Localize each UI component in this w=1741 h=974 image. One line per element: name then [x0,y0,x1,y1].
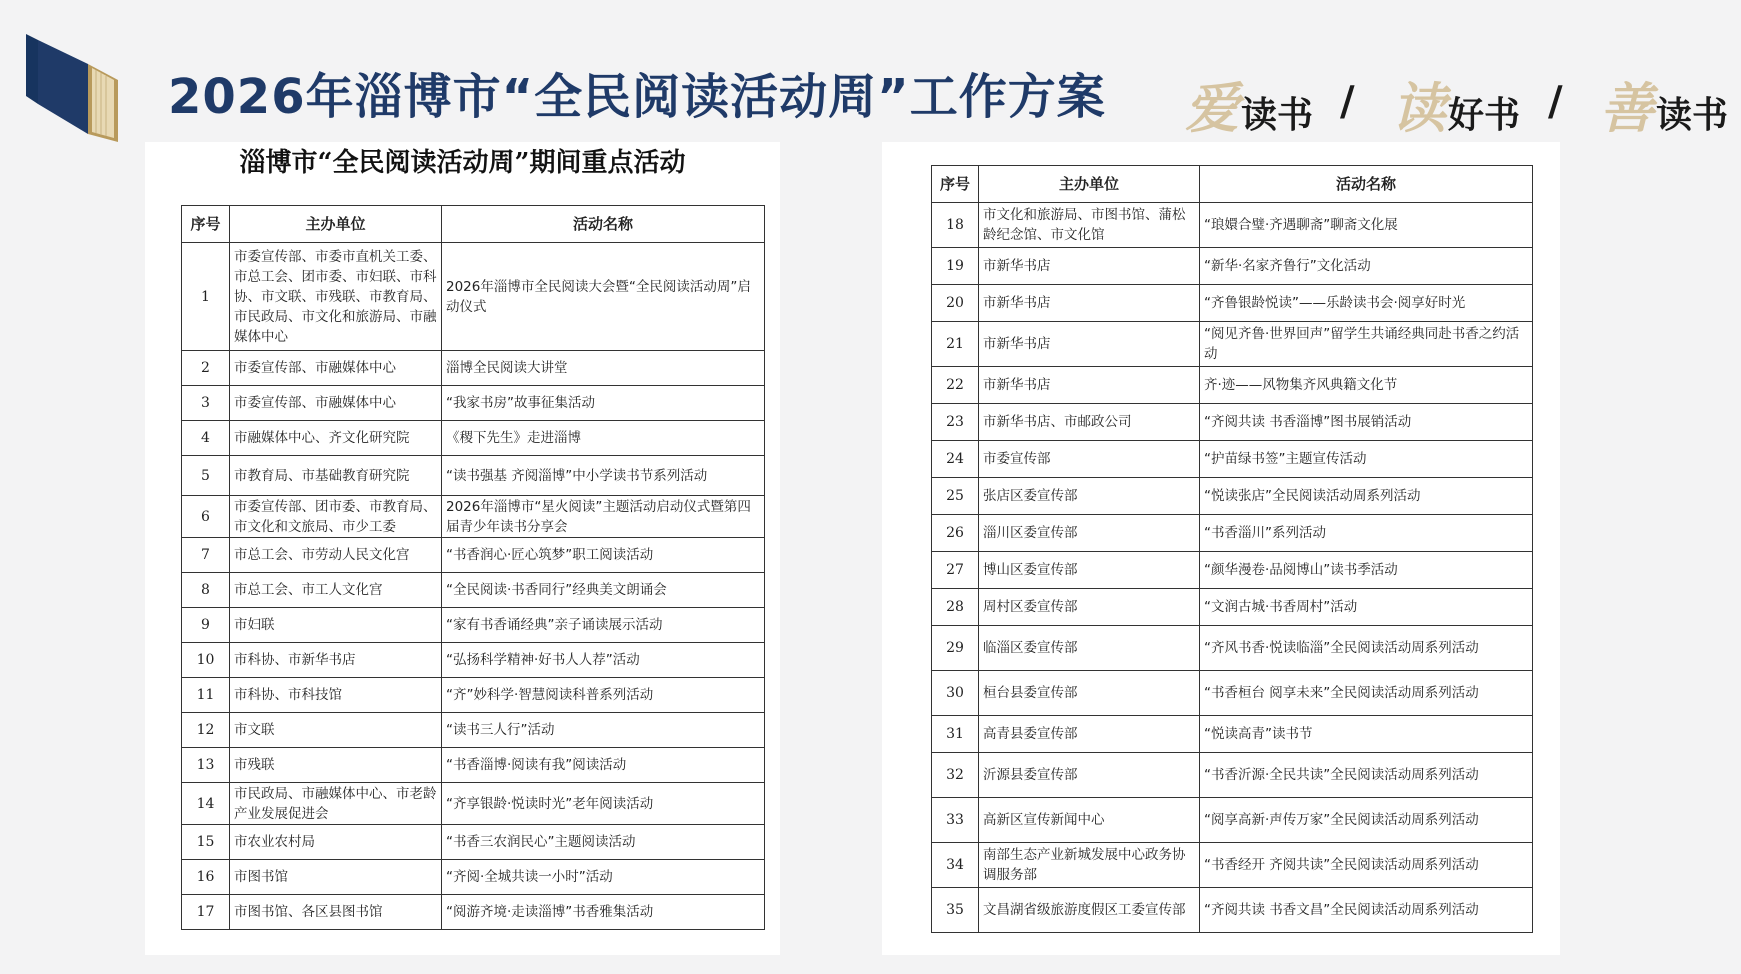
row-number: 32 [932,753,979,798]
row-organizer: 市总工会、市劳动人民文化宫 [230,538,442,573]
row-activity: “书香经开 齐阅共读”全民阅读活动周系列活动 [1200,843,1533,888]
row-activity: “读书三人行”活动 [442,713,765,748]
row-organizer: 市新华书店 [979,248,1200,285]
table-row [182,538,765,573]
slogan-separator: / [1548,78,1563,125]
row-number: 2 [182,351,230,386]
page-title: 2026年淄博市“全民阅读活动周”工作方案 [168,69,1106,125]
row-organizer: 市科协、市科技馆 [230,678,442,713]
row-number: 19 [932,248,979,285]
row-activity: “齐阅·全城共读一小时”活动 [442,860,765,895]
table-row [932,753,1533,798]
document-page-right [882,142,1560,955]
row-number: 24 [932,441,979,478]
row-activity: “齐”妙科学·智慧阅读科普系列活动 [442,678,765,713]
table-header-row [932,166,1533,203]
document-page-left [145,142,780,955]
row-organizer: 市妇联 [230,608,442,643]
row-activity: “家有书香诵经典”亲子诵读展示活动 [442,608,765,643]
row-number: 29 [932,626,979,671]
row-organizer: 市残联 [230,748,442,783]
row-activity: “齐风书香·悦读临淄”全民阅读活动周系列活动 [1200,626,1533,671]
row-number: 35 [932,888,979,933]
table-row [182,573,765,608]
table-row [182,713,765,748]
row-activity: “齐鲁银龄悦读”——乐龄读书会·阅享好时光 [1200,285,1533,322]
row-organizer: 市图书馆、各区县图书馆 [230,895,442,930]
table-row [932,404,1533,441]
row-organizer: 淄川区委宣传部 [979,515,1200,552]
table-header-row [182,206,765,243]
row-organizer: 沂源县委宣传部 [979,753,1200,798]
row-number: 6 [182,496,230,538]
row-organizer: 市委宣传部、市融媒体中心 [230,351,442,386]
table-row [182,351,765,386]
table-row [932,478,1533,515]
table-row [932,671,1533,716]
row-organizer: 高青县委宣传部 [979,716,1200,753]
row-activity: “悦读张店”全民阅读活动周系列活动 [1200,478,1533,515]
row-activity: “齐阅共读 书香淄博”图书展销活动 [1200,404,1533,441]
row-organizer: 市委宣传部、市融媒体中心 [230,386,442,421]
table-row [182,748,765,783]
table-row [932,798,1533,843]
row-organizer: 文昌湖省级旅游度假区工委宣传部 [979,888,1200,933]
row-organizer: 市委宣传部、团市委、市教育局、市文化和文旅局、市少工委 [230,496,442,538]
table-row [182,456,765,496]
row-number: 12 [182,713,230,748]
row-organizer: 周村区委宣传部 [979,589,1200,626]
col-header-no: 序号 [932,166,979,203]
row-activity: 2026年淄博市全民阅读大会暨“全民阅读活动周”启动仪式 [442,243,765,351]
table-row [182,678,765,713]
row-organizer: 市新华书店 [979,367,1200,404]
table-row [932,441,1533,478]
row-number: 28 [932,589,979,626]
row-activity: “护苗绿书签”主题宣传活动 [1200,441,1533,478]
row-organizer: 市图书馆 [230,860,442,895]
row-number: 5 [182,456,230,496]
table-row [932,626,1533,671]
row-organizer: 市新华书店 [979,285,1200,322]
row-organizer: 市教育局、市基础教育研究院 [230,456,442,496]
slogan-big-char: 读 [1392,76,1446,140]
row-organizer: 市委宣传部、市委市直机关工委、市总工会、团市委、市妇联、市科协、市文联、市残联、市教育局、市民政局、市文化和旅游局、市融媒体中心 [230,243,442,351]
row-number: 1 [182,243,230,351]
table-row [182,608,765,643]
table-row [182,421,765,456]
table-row [182,860,765,895]
table-row [182,386,765,421]
slogan-love-reading [1185,66,1314,140]
col-header-activity: 活动名称 [1200,166,1533,203]
table-row [182,783,765,825]
row-number: 34 [932,843,979,888]
row-number: 30 [932,671,979,716]
row-activity: “书香沂源·全民共读”全民阅读活动周系列活动 [1200,753,1533,798]
row-organizer: 高新区宣传新闻中心 [979,798,1200,843]
table-row [932,285,1533,322]
row-organizer: 南部生态产业新城发展中心政务协调服务部 [979,843,1200,888]
row-activity: “弘扬科学精神·好书人人荐”活动 [442,643,765,678]
slogan-big-char: 爱 [1185,76,1239,140]
row-organizer: 张店区委宣传部 [979,478,1200,515]
row-number: 25 [932,478,979,515]
row-activity: 《稷下先生》走进淄博 [442,421,765,456]
table-row [932,248,1533,285]
row-activity: “文润古城·书香周村”活动 [1200,589,1533,626]
row-organizer: 市文化和旅游局、市图书馆、蒲松龄纪念馆、市文化馆 [979,203,1200,248]
slogan-good-at-reading [1600,66,1729,140]
row-number: 16 [182,860,230,895]
row-organizer: 博山区委宣传部 [979,552,1200,589]
row-activity: “书香淄博·阅读有我”阅读活动 [442,748,765,783]
slogan-small-text: 读书 [1656,94,1729,136]
col-header-no: 序号 [182,206,230,243]
activities-table-right [931,165,1533,933]
row-activity: “我家书房”故事征集活动 [442,386,765,421]
row-activity: “悦读高青”读书节 [1200,716,1533,753]
row-number: 23 [932,404,979,441]
row-number: 15 [182,825,230,860]
table-row [182,825,765,860]
row-organizer: 市融媒体中心、齐文化研究院 [230,421,442,456]
col-header-activity: 活动名称 [442,206,765,243]
row-activity: “书香桓台 阅享未来”全民阅读活动周系列活动 [1200,671,1533,716]
slogan-small-text: 读书 [1241,94,1314,136]
row-organizer: 临淄区委宣传部 [979,626,1200,671]
row-activity: “阅见齐鲁·世界回声”留学生共诵经典同赴书香之约活动 [1200,322,1533,367]
row-number: 8 [182,573,230,608]
table-row [932,203,1533,248]
col-header-org: 主办单位 [979,166,1200,203]
table-row [182,243,765,351]
row-activity: “齐阅共读 书香文昌”全民阅读活动周系列活动 [1200,888,1533,933]
slogan-small-text: 好书 [1448,94,1521,136]
row-organizer: 市总工会、市工人文化宫 [230,573,442,608]
row-organizer: 市委宣传部 [979,441,1200,478]
table-row [932,515,1533,552]
activities-table-left [181,205,765,930]
row-activity: “阅游齐境·走读淄博”书香雅集活动 [442,895,765,930]
row-number: 11 [182,678,230,713]
table-row [932,589,1533,626]
row-activity: “书香淄川”系列活动 [1200,515,1533,552]
row-number: 33 [932,798,979,843]
row-organizer: 市民政局、市融媒体中心、市老龄产业发展促进会 [230,783,442,825]
slogan-separator: / [1340,78,1355,125]
slogan-read-good-books [1392,66,1521,140]
table-row [932,552,1533,589]
row-organizer: 市科协、市新华书店 [230,643,442,678]
row-number: 31 [932,716,979,753]
row-activity: “颜华漫卷·品阅博山”读书季活动 [1200,552,1533,589]
table-row [932,888,1533,933]
row-number: 4 [182,421,230,456]
row-number: 7 [182,538,230,573]
table-row [182,643,765,678]
row-activity: “书香润心·匠心筑梦”职工阅读活动 [442,538,765,573]
table-row [182,496,765,538]
row-organizer: 市文联 [230,713,442,748]
row-number: 22 [932,367,979,404]
row-organizer: 桓台县委宣传部 [979,671,1200,716]
row-number: 20 [932,285,979,322]
row-number: 26 [932,515,979,552]
row-organizer: 市农业农村局 [230,825,442,860]
row-number: 17 [182,895,230,930]
col-header-org: 主办单位 [230,206,442,243]
book-logo [26,34,118,144]
table-row [932,716,1533,753]
row-number: 14 [182,783,230,825]
row-number: 18 [932,203,979,248]
slogan-big-char: 善 [1600,76,1654,140]
row-activity: “读书强基 齐阅淄博”中小学读书节系列活动 [442,456,765,496]
row-activity: “书香三农润民心”主题阅读活动 [442,825,765,860]
row-activity: 淄博全民阅读大讲堂 [442,351,765,386]
document-title: 淄博市“全民阅读活动周”期间重点活动 [239,148,686,178]
table-row [932,367,1533,404]
row-organizer: 市新华书店 [979,322,1200,367]
table-body [932,203,1533,933]
row-number: 13 [182,748,230,783]
table-row [182,895,765,930]
row-number: 3 [182,386,230,421]
row-number: 21 [932,322,979,367]
table-body [182,243,765,930]
row-activity: 齐·迹——风物集齐风典籍文化节 [1200,367,1533,404]
table-row [932,322,1533,367]
row-activity: “全民阅读·书香同行”经典美文朗诵会 [442,573,765,608]
row-activity: “新华·名家齐鲁行”文化活动 [1200,248,1533,285]
row-activity: “齐享银龄·悦读时光”老年阅读活动 [442,783,765,825]
row-number: 27 [932,552,979,589]
row-activity: “琅嬛合璧·齐遇聊斋”聊斋文化展 [1200,203,1533,248]
row-activity: “阅享高新·声传万家”全民阅读活动周系列活动 [1200,798,1533,843]
row-number: 10 [182,643,230,678]
row-activity: 2026年淄博市“星火阅读”主题活动启动仪式暨第四届青少年读书分享会 [442,496,765,538]
row-organizer: 市新华书店、市邮政公司 [979,404,1200,441]
table-row [932,843,1533,888]
row-number: 9 [182,608,230,643]
